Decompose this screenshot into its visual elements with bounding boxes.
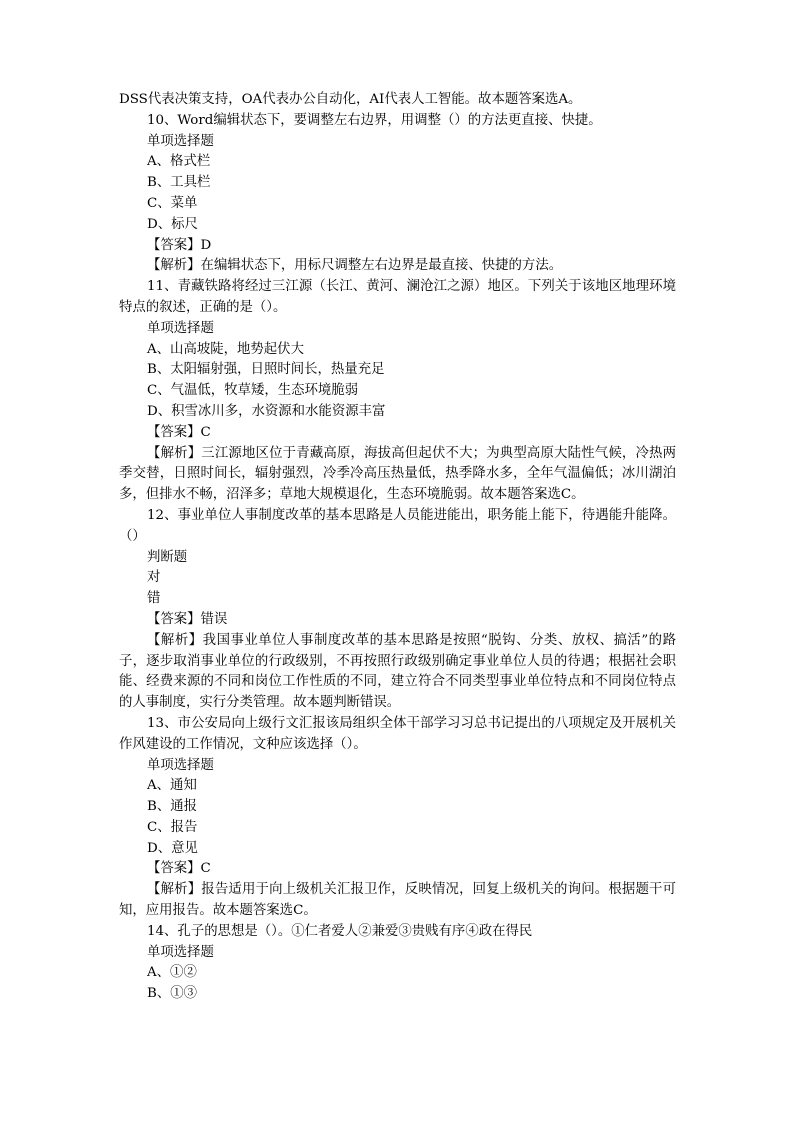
option-a: A、①②: [147, 965, 197, 981]
analysis: 【解析】报告适用于向上级机关汇报卫作，反映情况，回复上级机关的询问。根据题干可知，应用报告。故本题答案选C。: [119, 882, 676, 919]
answer: 【答案】C: [147, 861, 211, 877]
text-line: DSS代表决策支持，OA代表办公自动化，AI代表人工智能。故本题答案选A。: [119, 92, 582, 107]
option-c: C、菜单: [147, 195, 198, 211]
question-type: 判断题: [147, 549, 188, 565]
question-type: 单项选择题: [147, 133, 214, 149]
question-type: 单项选择题: [147, 757, 214, 773]
question-10: 10、Word编辑状态下，要调整左右边界，用调整（）的方法更直接、快捷。: [147, 112, 602, 128]
answer: 【答案】D: [147, 237, 212, 253]
option-a: A、山高坡陡，地势起伏大: [147, 341, 304, 357]
option-a: A、格式栏: [147, 154, 211, 170]
option-c: C、气温低，牧草矮，生态环境脆弱: [147, 383, 359, 399]
question-13: 13、市公安局向上级行文汇报该局组织全体干部学习习总书记提出的八项规定及开展机关作风建设的工作情况，文种应该选择（）。: [119, 715, 676, 752]
option-c: C、报告: [147, 819, 198, 835]
option-b: B、工具栏: [147, 175, 211, 191]
option-d: D、意见: [147, 840, 198, 856]
question-12: 12、事业单位人事制度改革的基本思路是人员能进能出，职务能上能下，待遇能升能降。（）: [119, 507, 676, 544]
option-true: 对: [147, 570, 161, 586]
option-a: A、通知: [147, 778, 197, 794]
question-14: 14、孔子的思想是（）。①仁者爱人②兼爱③贵贱有序④政在得民: [147, 923, 533, 939]
option-d: D、标尺: [147, 216, 198, 232]
option-b: B、太阳辐射强，日照时间长，热量充足: [147, 362, 385, 378]
answer: 【答案】错误: [147, 611, 228, 627]
analysis: 【解析】在编辑状态下，用标尺调整左右边界是最直接、快捷的方法。: [147, 258, 563, 274]
question-type: 单项选择题: [147, 944, 214, 960]
question-11: 11、青藏铁路将经过三江源（长江、黄河、澜沧江之源）地区。下列关于该地区地理环境特点的叙述，正确的是（）。: [119, 279, 676, 315]
option-false: 错: [147, 591, 161, 607]
analysis: 【解析】三江源地区位于青藏高原，海拔高但起伏不大；为典型高原大陆性气候，冷热两季交替，日照时间长，辐射强烈，冷季冷高压热量低，热季降水多，全年气温偏低；冰川湖泊多，但排水不畅，沼泽多；草地大规模退化，生态环境脆弱。故本题答案选C。: [119, 445, 676, 503]
option-d: D、积雪冰川多，水资源和水能资源丰富: [147, 403, 386, 419]
option-b: B、通报: [147, 799, 198, 815]
analysis: 【解析】我国事业单位人事制度改革的基本思路是按照“脱钩、分类、放权、搞活”的路子，逐步取消事业单位的行政级别，不再按照行政级别确定事业单位人员的待遇；根据社会职能、经费来源的不同和岗位工作性质的不同，建立符合不同类型事业单位特点和不同岗位特点的人事制度，实行分类管理。故本题判断错误。: [119, 632, 676, 711]
question-type: 单项选择题: [147, 320, 214, 336]
document-page: [119, 90, 676, 1005]
option-b: B、①③: [147, 986, 198, 1002]
answer: 【答案】C: [147, 424, 211, 440]
